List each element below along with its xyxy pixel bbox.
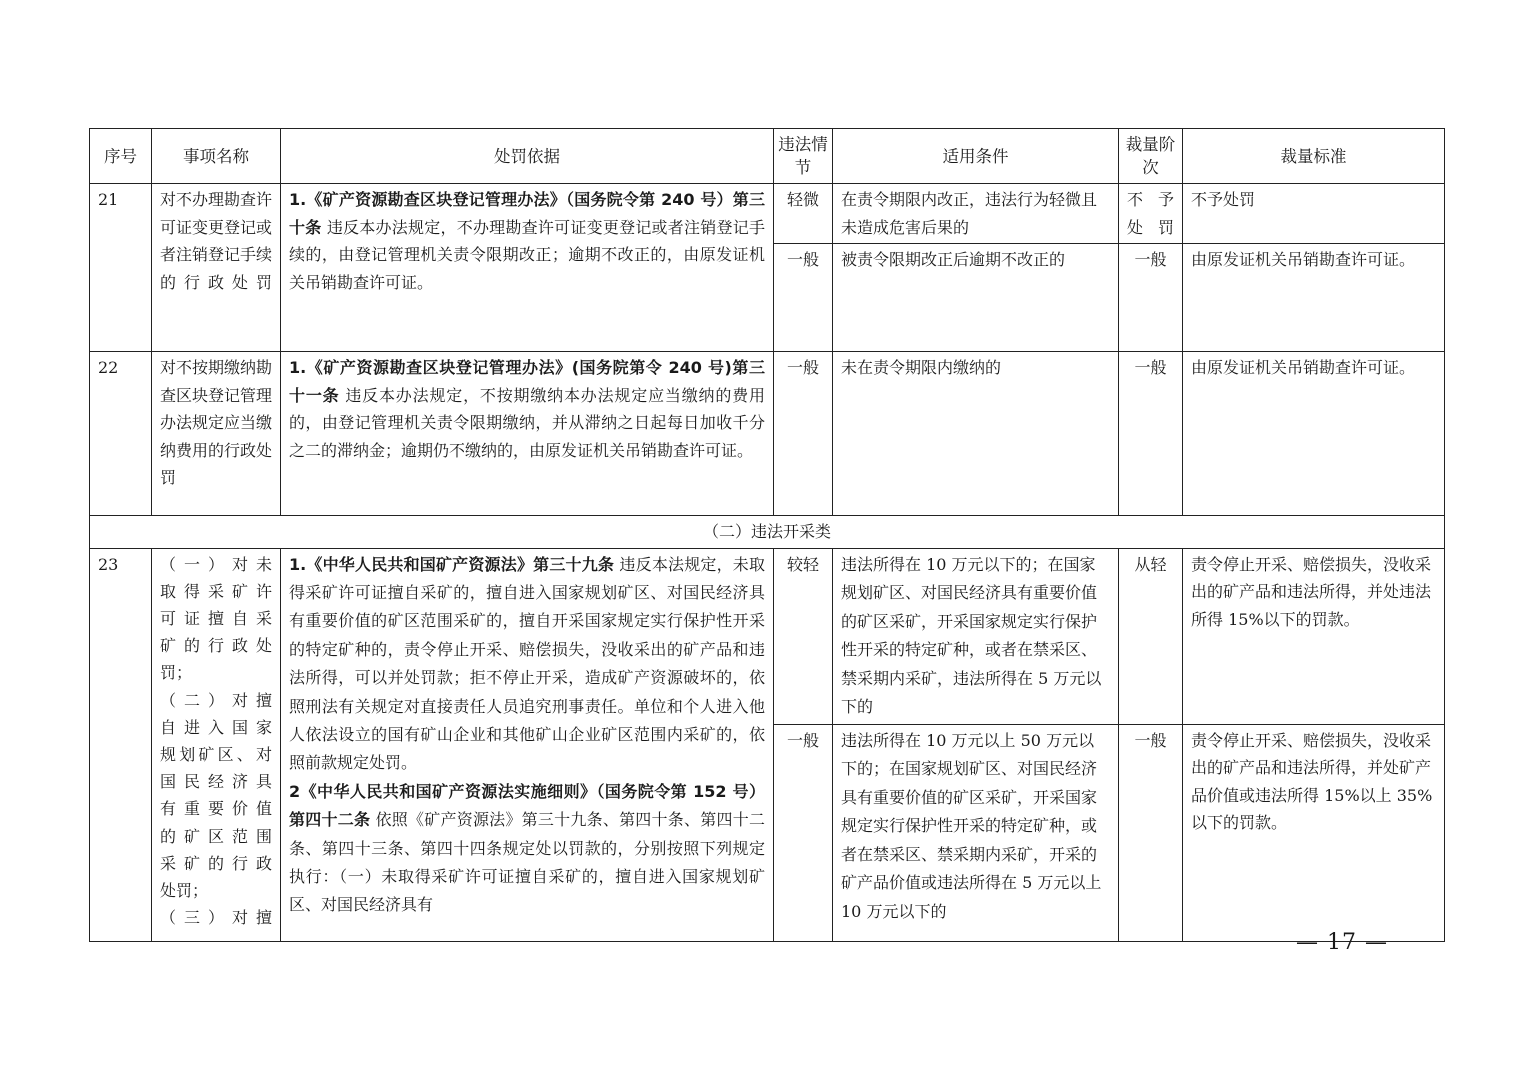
header-name: 事项名称: [152, 129, 281, 184]
item-name-line: 采矿的行政: [160, 853, 272, 873]
condition: 违法所得在 10 万元以下的；在国家规划矿区、对国民经济具有重要价值的矿区采矿，开采国家规定实行保护性开采的特定矿种，或者在禁采区、禁采期内采矿，违法所得在 5 万元以下的: [833, 548, 1119, 724]
item-name-line: 罚；: [160, 663, 193, 683]
condition: 未在责令期限内缴纳的: [833, 352, 1119, 516]
item-name-line: 自进入国家: [160, 717, 272, 737]
discretion-standard: 由原发证机关吊销勘查许可证。: [1183, 244, 1445, 352]
basis-title: 1.《矿产资源勘查区块登记管理办法》(国务院第令 240 号)第三十一条: [289, 358, 765, 405]
page-number: — 17 —: [1296, 930, 1388, 955]
circumstance: 一般: [774, 244, 833, 352]
discretion-standard: 不予处罚: [1183, 184, 1445, 244]
basis-title: 1.《中华人民共和国矿产资源法》第三十九条: [289, 554, 615, 574]
discretion-standards-table: [89, 128, 1445, 942]
item-name: 对不按期缴纳勘查区块登记管理办法规定应当缴纳费用的行政处罚: [152, 352, 281, 516]
condition: 被责令限期改正后逾期不改正的: [833, 244, 1119, 352]
penalty-basis: [281, 548, 774, 941]
item-name: 对不办理勘查许可证变更登记或者注销登记手续的行政处罚: [152, 184, 281, 352]
condition: 违法所得在 10 万元以上 50 万元以下的；在国家规划矿区、对国民经济具有重要价值的矿区采矿，开采国家规定实行保护性开采的特定矿种，或者在禁采区、禁采期内采矿，开采的矿产品价值或违法所得在 5 万元以上 10 万元以下的: [833, 724, 1119, 941]
circumstance: 一般: [774, 724, 833, 941]
item-name-line: 处罚；: [160, 880, 209, 900]
penalty-basis: [281, 184, 774, 352]
row-number: 21: [90, 184, 152, 352]
circumstance: 轻微: [774, 184, 833, 244]
discretion-standard: 责令停止开采、赔偿损失，没收采出的矿产品和违法所得，并处违法所得 15%以下的罚款。: [1183, 548, 1445, 724]
discretion-standard: 由原发证机关吊销勘查许可证。: [1183, 352, 1445, 516]
table-row: [90, 184, 1445, 244]
discretion-level: 一般: [1119, 352, 1183, 516]
item-name: [152, 548, 281, 941]
condition: 在责令期限内改正，违法行为轻微且未造成危害后果的: [833, 184, 1119, 244]
item-name-line: 有重要价值: [160, 799, 272, 819]
section-title: （二）违法开采类: [90, 516, 1445, 549]
basis-text: 依照《矿产资源法》第三十九条、第四十条、第四十二条、第四十三条、第四十四条规定处以罚款的，分别按照下列规定执行：（一）未取得采矿许可证擅自采矿的，擅自进入国家规划矿区、对国民经济具有: [289, 810, 765, 915]
penalty-basis: [281, 352, 774, 516]
header-circumstance: 违法情节: [774, 129, 833, 184]
row-number: 22: [90, 352, 152, 516]
header-level: 裁量阶次: [1119, 129, 1183, 184]
item-name-line: 矿的行政处: [160, 636, 272, 656]
item-name-line: （二）对擅: [160, 690, 272, 710]
discretion-level: 不予处罚: [1119, 184, 1183, 244]
basis-title: 2《中华人民共和国矿产资源法实施细则》（国务院令第 152 号）第四十二条: [289, 781, 765, 830]
item-name-line: 取得采矿许: [160, 581, 272, 601]
item-name-line: 的矿区范围: [160, 826, 272, 846]
item-name-line: （三）对擅: [160, 908, 272, 928]
discretion-level: 从轻: [1119, 548, 1183, 724]
header-condition: 适用条件: [833, 129, 1119, 184]
discretion-level: 一般: [1119, 244, 1183, 352]
discretion-level: 一般: [1119, 724, 1183, 941]
item-name-line: 可证擅自采: [160, 608, 272, 628]
basis-text: 违反本办法规定，不按期缴纳本办法规定应当缴纳的费用的，由登记管理机关责令限期缴纳，并从滞纳之日起每日加收千分之二的滞纳金；逾期仍不缴纳的，由原发证机关吊销勘查许可证。: [289, 385, 765, 460]
basis-text: 违反本法规定，未取得采矿许可证擅自采矿的，擅自进入国家规划矿区、对国民经济具有重要价值的矿区范围采矿的，擅自开采国家规定实行保护性开采的特定矿种的，责令停止开采、赔偿损失，没收采出的矿产品和违法所得，可以并处罚款；拒不停止开采，造成矿产资源破坏的，依照刑法有关规定对直接责任人员追究刑事责任。单位和个人进入他人依法设立的国有矿山企业和其他矿山企业矿区范围内采矿的，依照前款规定处罚。: [289, 554, 765, 773]
circumstance: 一般: [774, 352, 833, 516]
item-name-line: （一）对未: [160, 554, 272, 574]
basis-title: 1.《矿产资源勘查区块登记管理办法》（国务院令第 240 号）第三十条: [289, 190, 765, 237]
table-row: [90, 548, 1445, 724]
item-name-line: 规划矿区、对: [160, 744, 272, 764]
circumstance: 较轻: [774, 548, 833, 724]
header-standard: 裁量标准: [1183, 129, 1445, 184]
row-number: 23: [90, 548, 152, 941]
section-row: [90, 516, 1445, 549]
table-header-row: [90, 129, 1445, 184]
basis-text: 违反本办法规定，不办理勘查许可证变更登记或者注销登记手续的，由登记管理机关责令限期改正；逾期不改正的，由原发证机关吊销勘查许可证。: [289, 217, 765, 292]
discretion-standard: 责令停止开采、赔偿损失，没收采出的矿产品和违法所得，并处矿产品价值或违法所得 15%以上 35%以下的罚款。: [1183, 724, 1445, 941]
item-name-line: 国民经济具: [160, 772, 272, 792]
table-row: [90, 352, 1445, 516]
header-no: 序号: [90, 129, 152, 184]
header-basis: 处罚依据: [281, 129, 774, 184]
